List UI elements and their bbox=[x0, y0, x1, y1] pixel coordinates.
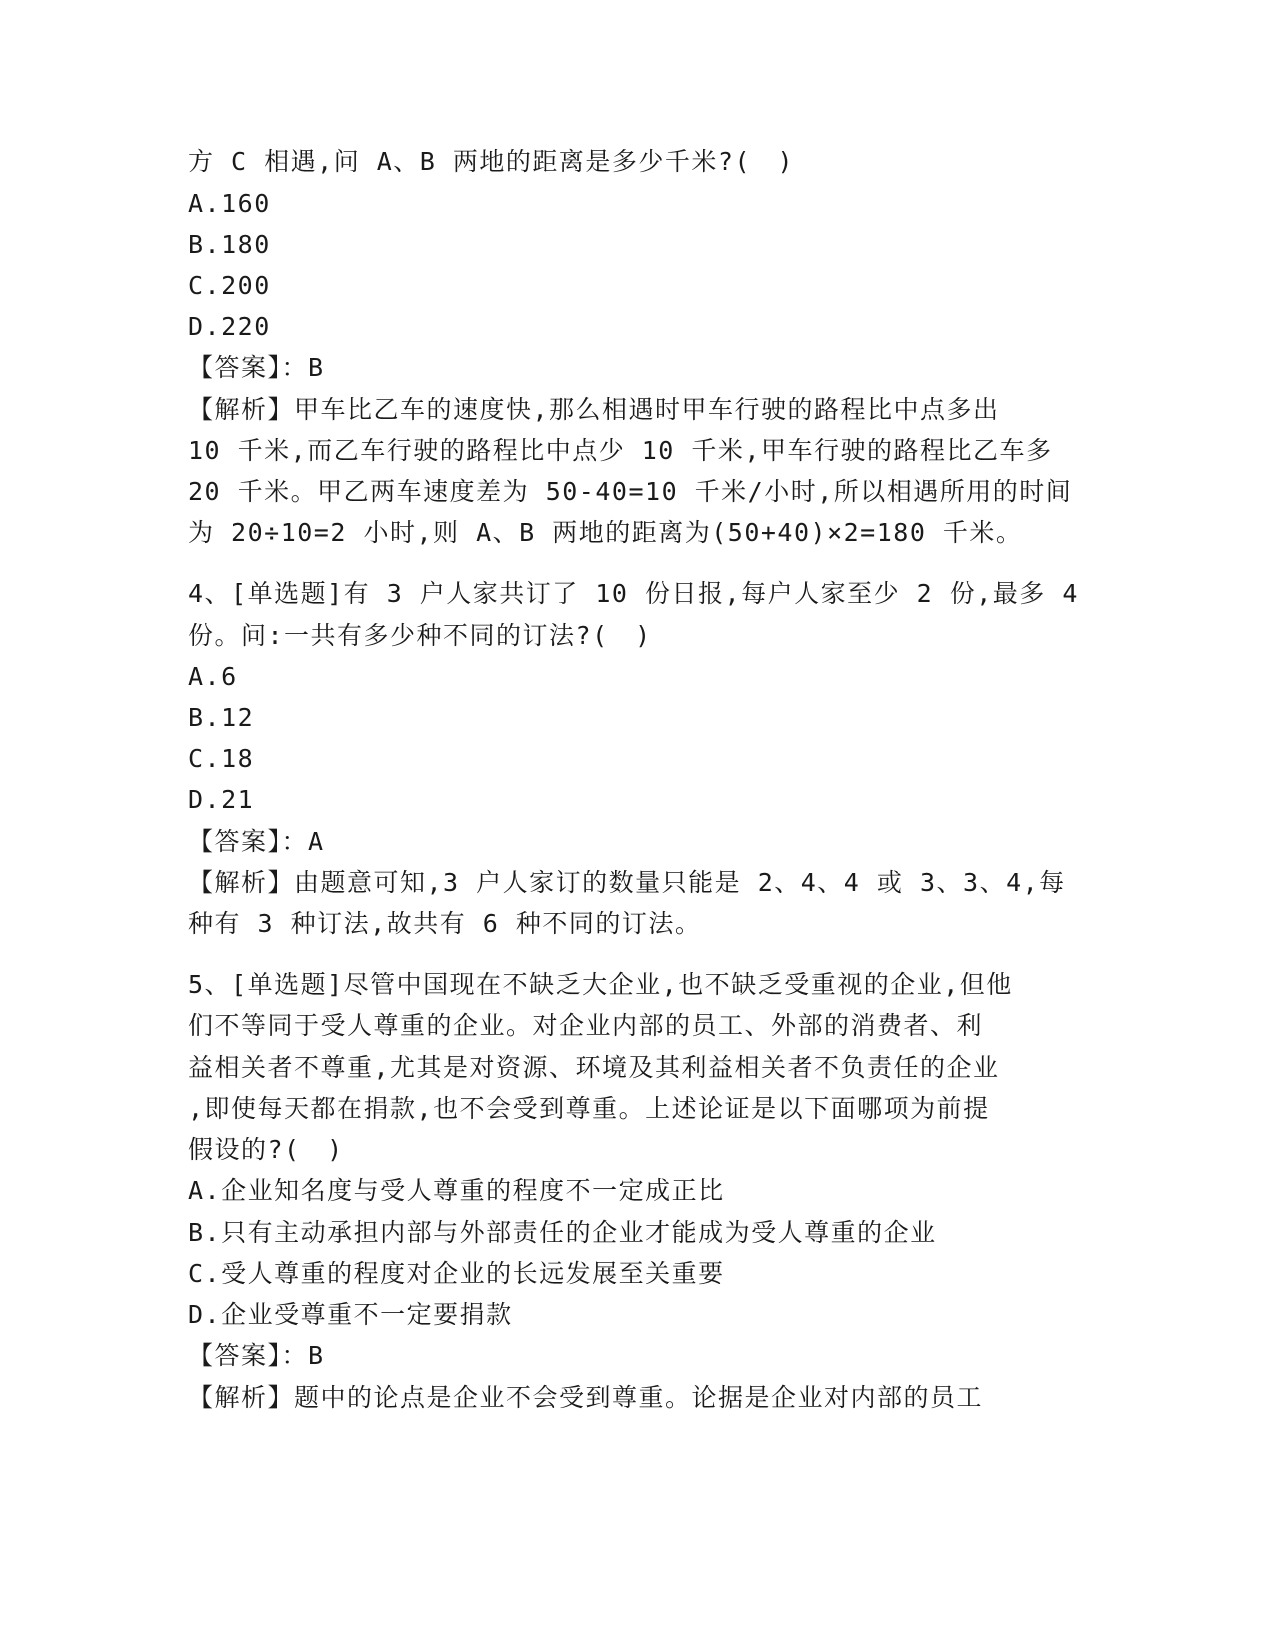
q4-option-d: D.21 bbox=[188, 785, 255, 814]
q4-explanation-line-1: 【解析】由题意可知,3 户人家订的数量只能是 2、4、4 或 3、3、4,每 bbox=[188, 868, 1066, 897]
q5-option-d: D.企业受尊重不一定要捐款 bbox=[188, 1300, 513, 1329]
q5-stem-line-4: ,即使每天都在捐款,也不会受到尊重。上述论证是以下面哪项为前提 bbox=[188, 1094, 990, 1123]
q5-answer: 【答案】：B bbox=[188, 1341, 325, 1370]
q3-stem-continuation: 方 C 相遇,问 A、B 两地的距离是多少千米?( ) bbox=[188, 147, 795, 176]
q4-option-b: B.12 bbox=[188, 703, 255, 732]
q5-stem-line-2: 们不等同于受人尊重的企业。对企业内部的员工、外部的消费者、利 bbox=[188, 1011, 984, 1040]
q3-option-b: B.180 bbox=[188, 230, 271, 259]
q3-option-c: C.200 bbox=[188, 271, 271, 300]
q4-answer: 【答案】：A bbox=[188, 827, 325, 856]
q3-explanation-line-1: 【解析】甲车比乙车的速度快,那么相遇时甲车行驶的路程比中点多出 bbox=[188, 395, 1000, 424]
q5-option-b: B.只有主动承担内部与外部责任的企业才能成为受人尊重的企业 bbox=[188, 1218, 937, 1247]
q4-stem-line-2: 份。问:一共有多少种不同的订法?( ) bbox=[188, 621, 652, 650]
q5-option-a: A.企业知名度与受人尊重的程度不一定成正比 bbox=[188, 1176, 725, 1205]
q5-stem-line-1: 5、[单选题]尽管中国现在不缺乏大企业,也不缺乏受重视的企业,但他 bbox=[188, 970, 1013, 999]
q3-explanation-line-4: 为 20÷10=2 小时,则 A、B 两地的距离为(50+40)×2=180 千米。 bbox=[188, 518, 1023, 547]
q5-explanation-line-1: 【解析】题中的论点是企业不会受到尊重。论据是企业对内部的员工 bbox=[188, 1383, 984, 1412]
q5-stem-line-3: 益相关者不尊重,尤其是对资源、环境及其利益相关者不负责任的企业 bbox=[188, 1053, 1000, 1082]
q3-answer: 【答案】：B bbox=[188, 353, 325, 382]
q4-option-c: C.18 bbox=[188, 744, 255, 773]
q4-explanation-line-2: 种有 3 种订法,故共有 6 种不同的订法。 bbox=[188, 909, 702, 938]
q3-explanation-line-2: 10 千米,而乙车行驶的路程比中点少 10 千米,甲车行驶的路程比乙车多 bbox=[188, 436, 1053, 465]
q4-option-a: A.6 bbox=[188, 662, 238, 691]
q4-stem-line-1: 4、[单选题]有 3 户人家共订了 10 份日报,每户人家至少 2 份,最多 4 bbox=[188, 579, 1079, 608]
q3-option-d: D.220 bbox=[188, 312, 271, 341]
q3-explanation-line-3: 20 千米。甲乙两车速度差为 50-40=10 千米/小时,所以相遇所用的时间 bbox=[188, 477, 1073, 506]
q5-option-c: C.受人尊重的程度对企业的长远发展至关重要 bbox=[188, 1259, 725, 1288]
q3-option-a: A.160 bbox=[188, 189, 271, 218]
q5-stem-line-5: 假设的?( ) bbox=[188, 1135, 344, 1164]
